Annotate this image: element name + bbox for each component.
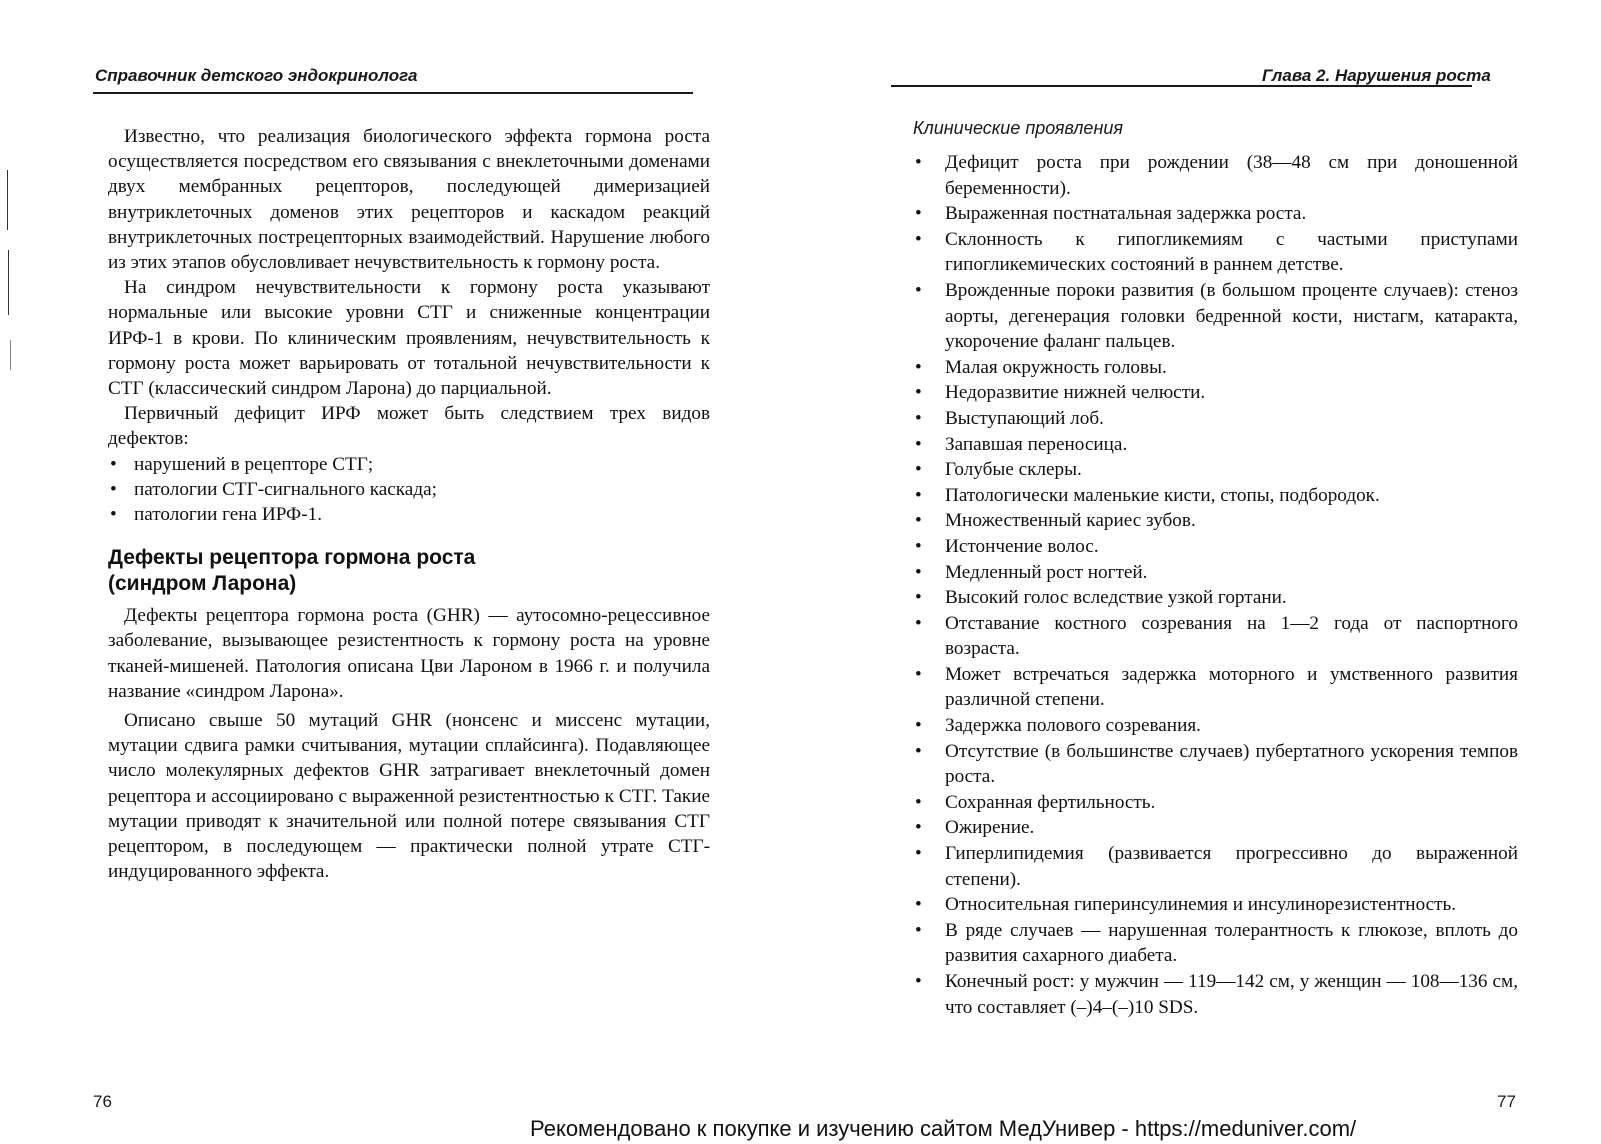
scan-mark — [10, 340, 11, 370]
left-body-text — [108, 124, 710, 884]
list-item: • Множественный кариес зубов. — [913, 508, 1518, 534]
header-rule-left — [93, 92, 693, 94]
list-item: • Гиперлипидемия (развивается прогрессивно до выраженной степени). — [913, 841, 1518, 892]
list-item: • Ожирение. — [913, 815, 1518, 841]
list-item: • В ряде случаев — нарушенная толерантность к глюкозе, вплоть до развития сахарного диабета. — [913, 918, 1518, 969]
list-item: • Конечный рост: у мужчин — 119—142 см, у женщин — 108—136 см, что составляет (–)4–(–)10 SDS. — [913, 969, 1518, 1020]
paragraph: Известно, что реализация биологического эффекта гормона роста осуществляется посредством его связывания с внеклеточными доменами двух мембранных рецепторов, последующей димеризацией внутриклеточных доменов этих рецепторов и каскадом реакций внутриклеточных пострецепторных взаимодействий. Нарушение любого из этих этапов обусловливает нечувствительность к гормону роста. — [108, 126, 710, 274]
watermark-text: Рекомендовано к покупке и изучению сайтом МедУнивер - https://meduniver.com/ — [530, 1116, 1357, 1141]
list-item: • Дефицит роста при рождении (38—48 см при доношенной беременности). — [913, 150, 1518, 201]
section-title-line: (синдром Ларона) — [108, 572, 297, 596]
list-item: • Истончение волос. — [913, 534, 1518, 560]
list-item: • Относительная гиперинсулинемия и инсулинорезистентность. — [913, 892, 1518, 918]
list-item: • Отсутствие (в большинстве случаев) пубертатного ускорения темпов роста. — [913, 739, 1518, 790]
running-head-right: Глава 2. Нарушения роста — [1262, 66, 1491, 85]
list-item: • Врожденные пороки развития (в большом проценте случаев): стеноз аорты, дегенерация головки бедренной кости, нистагм, катаракта, укорочение фаланг пальцев. — [913, 278, 1518, 355]
left-page — [0, 0, 800, 1144]
paragraph: Дефекты рецептора гормона роста (GHR) — аутосомно-рецессивное заболевание, вызывающее резистентность к гормону роста на уровне тканей-мишеней. Патология описана Цви Лароном в 1966 г. и получила название «синдром Ларона». — [108, 605, 710, 702]
running-head-left: Справочник детского эндокринолога — [95, 66, 418, 85]
list-item: • Запавшая переносица. — [913, 432, 1518, 458]
section-title-line: Дефекты рецептора гормона роста — [108, 546, 476, 570]
list-item: • Склонность к гипогликемиям с частыми приступами гипогликемических состояний в раннем детстве. — [913, 227, 1518, 278]
list-item: • Малая окружность головы. — [913, 355, 1518, 381]
list-item: • Высокий голос вследствие узкой гортани. — [913, 585, 1518, 611]
list-item: • патологии СТГ-сигнального каскада; — [108, 477, 710, 502]
paragraph: Первичный дефицит ИРФ может быть следствием трех видов дефектов: — [108, 403, 710, 450]
header-rule-right — [891, 85, 1472, 87]
defect-list — [108, 452, 710, 528]
list-item: • Выраженная постнатальная задержка роста. — [913, 201, 1518, 227]
clinical-subheading: Клинические проявления — [913, 118, 1123, 138]
section-title — [108, 545, 710, 597]
list-item: • Отставание костного созревания на 1—2 года от паспортного возраста. — [913, 611, 1518, 662]
paragraph: Описано свыше 50 мутаций GHR (нонсенс и миссенс мутации, мутации сдвига рамки считывания, мутации сплайсинга). Подавляющее число молекулярных дефектов GHR затрагивает внеклеточный домен рецептора и ассоциировано с выраженной резистентностью к СТГ. Такие мутации приводят к значительной или полной потере связывания СТГ рецептором, в последующем — практически полной утрате СТГ-индуцированного эффекта. — [108, 710, 710, 883]
list-item: • патологии гена ИРФ-1. — [108, 502, 710, 527]
list-item: • Недоразвитие нижней челюсти. — [913, 380, 1518, 406]
list-item: • Медленный рост ногтей. — [913, 560, 1518, 586]
list-item: • Может встречаться задержка моторного и умственного развития различной степени. — [913, 662, 1518, 713]
list-item: • Сохранная фертильность. — [913, 790, 1518, 816]
list-item: • Голубые склеры. — [913, 457, 1518, 483]
list-item: • Выступающий лоб. — [913, 406, 1518, 432]
scan-mark — [7, 170, 8, 230]
clinical-list — [913, 150, 1518, 1020]
list-item: • Задержка полового созревания. — [913, 713, 1518, 739]
list-item: • Патологически маленькие кисти, стопы, подбородок. — [913, 483, 1518, 509]
scan-mark — [8, 250, 9, 315]
paragraph: На синдром нечувствительности к гормону роста указывают нормальные или высокие уровни СТГ и сниженные концентрации ИРФ-1 в крови. По клиническим проявлениям, нечувствительность к гормону роста может варьировать от тотальной нечувствительности к СТГ (классический синдром Ларона) до парциальной. — [108, 277, 710, 400]
page-number-right: 77 — [1497, 1092, 1516, 1111]
list-item: • нарушений в рецепторе СТГ; — [108, 452, 710, 477]
page-number-left: 76 — [93, 1092, 112, 1111]
